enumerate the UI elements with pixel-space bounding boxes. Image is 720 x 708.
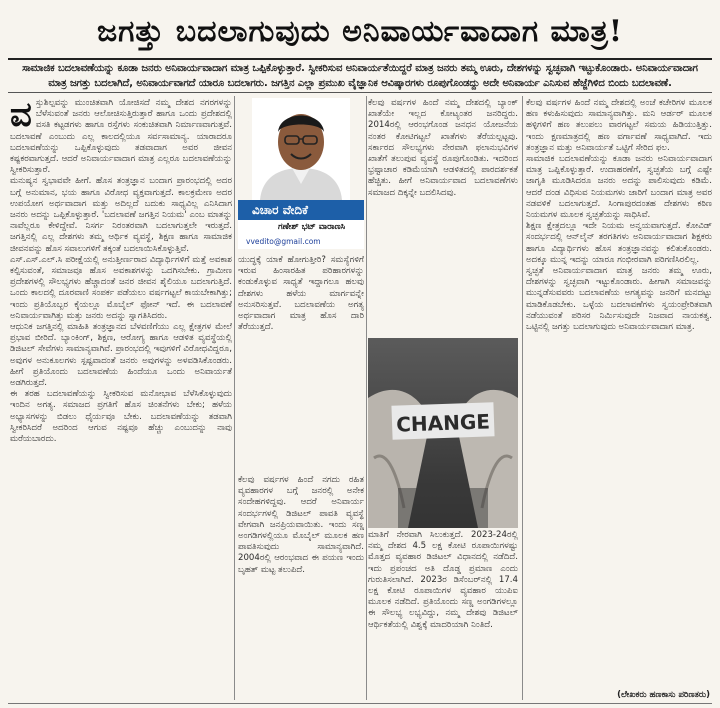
paragraph: ಸಾಮಾಜಿಕ ಬದಲಾವಣೆಯನ್ನು ಕೂಡಾ ಜನರು ಅನಿವಾರ್ಯವಾದಾಗ ಮಾತ್ರ ಒಪ್ಪಿಕೊಳ್ಳುತ್ತಾರೆ. ಉದಾಹರಣೆಗೆ, ಸ್ವಚ್ಛತೆಯ ಬಗ್ಗೆ ಎಷ್ಟೇ ಜಾಗೃತಿ ಮೂಡಿಸಿದರೂ ಜನರು ಅದನ್ನು ಪಾಲಿಸುವುದು ಕಡಿಮೆ. ಆದರೆ ದಂಡ ವಿಧಿಸುವ ನಿಯಮಗಳು ಜಾರಿಗೆ ಬಂದಾಗ ಮಾತ್ರ ಅವರ ನಡವಳಿಕೆ ಬದಲಾಗುತ್ತದೆ. ಸಿಂಗಾಪುರದಂತಹ ದೇಶಗಳು ಕಠಿಣ ನಿಯಮಗಳ ಮೂಲಕ ಸ್ವಚ್ಛತೆಯನ್ನು ಸಾಧಿಸಿವೆ. bbox=[526, 154, 712, 221]
paragraph: ಕೆಲವು ವರ್ಷಗಳ ಹಿಂದೆ ನಗದು ರಹಿತ ವ್ಯವಹಾರಗಳ ಬಗ್ಗೆ ಜನರಲ್ಲಿ ಅನೇಕ ಸಂದೇಹಗಳಿದ್ದವು. ಆದರೆ ಅನಿವಾರ್ಯ ಸಂದರ್ಭಗಳಲ್ಲಿ ಡಿಜಿಟಲ್ ಪಾವತಿ ವ್ಯವಸ್ಥೆ ವೇಗವಾಗಿ ಜನಪ್ರಿಯವಾಯಿತು. ಇಂದು ಸಣ್ಣ ಅಂಗಡಿಗಳಲ್ಲಿಯೂ ಮೊಬೈಲ್ ಮೂಲಕ ಹಣ ಪಾವತಿಸುವುದು ಸಾಮಾನ್ಯವಾಗಿದೆ. 2004ರಲ್ಲಿ ಆರಂಭವಾದ ಈ ಪಯಣ ಇಂದು ಬೃಹತ್ ಮಟ್ಟ ತಲುಪಿದೆ. bbox=[238, 475, 364, 575]
paragraph: ಎಸ್.ಎಸ್.ಎಲ್.ಸಿ ಪರೀಕ್ಷೆಯಲ್ಲಿ ಅನುತ್ತೀರ್ಣರಾದ ವಿದ್ಯಾರ್ಥಿಗಳಿಗೆ ಮತ್ತೆ ಅವಕಾಶ ಕಲ್ಪಿಸುವಂತೆ, ಸಮಾಜವೂ ಹೊಸ ಅವಕಾಶಗಳನ್ನು ಒದಗಿಸಬೇಕು. ಗ್ರಾಮೀಣ ಪ್ರದೇಶಗಳಲ್ಲಿ ಸೌಲಭ್ಯಗಳು ಹೆಚ್ಚಾದಂತೆ ಜನರ ಜೀವನ ಶೈಲಿಯೂ ಬದಲಾಗುತ್ತಿದೆ. ಒಂದು ಕಾಲದಲ್ಲಿ ದೂರವಾಣಿ ಸಂಪರ್ಕ ಪಡೆಯಲು ವರ್ಷಗಟ್ಟಲೆ ಕಾಯಬೇಕಾಗಿತ್ತು; ಇಂದು ಪ್ರತಿಯೊಬ್ಬರ ಕೈಯಲ್ಲೂ ಮೊಬೈಲ್ ಫೋನ್ ಇದೆ. ಈ ಬದಲಾವಣೆ ಅನಿವಾರ್ಯವಾಗಿತ್ತು ಮತ್ತು ಜನರು ಅದನ್ನು ಸ್ವಾಗತಿಸಿದರು. bbox=[10, 254, 232, 321]
paragraph: ಶಿಕ್ಷಣ ಕ್ಷೇತ್ರದಲ್ಲೂ ಇದೇ ನಿಯಮ ಅನ್ವಯವಾಗುತ್ತದೆ. ಕೋವಿಡ್ ಸಂದರ್ಭದಲ್ಲಿ ಆನ್‌ಲೈನ್ ತರಗತಿಗಳು ಅನಿವಾರ್ಯವಾದಾಗ ಶಿಕ್ಷಕರು ಹಾಗೂ ವಿದ್ಯಾರ್ಥಿಗಳು ಹೊಸ ತಂತ್ರಜ್ಞಾನವನ್ನು ಕಲಿತುಕೊಂಡರು. ಅದಕ್ಕೂ ಮುನ್ನ ಇದನ್ನು ಯಾರೂ ಗಂಭೀರವಾಗಿ ಪರಿಗಣಿಸಿರಲಿಲ್ಲ. bbox=[526, 221, 712, 265]
headline-rule bbox=[8, 58, 712, 60]
column-name: ವಿಚಾರ ವೇದಿಕೆ bbox=[238, 200, 364, 220]
author-note: (ಲೇಖಕರು ಹಣಕಾಸು ಪರಿಣತರು) bbox=[617, 690, 710, 700]
article-column-4 bbox=[526, 98, 712, 688]
column-divider bbox=[522, 96, 523, 700]
change-photo bbox=[368, 338, 518, 528]
paragraph: ಈ ತರಹ ಬದಲಾವಣೆಯನ್ನು ಸ್ವೀಕರಿಸುವ ಮನೋಭಾವ ಬೆಳೆಸಿಕೊಳ್ಳುವುದು ಇಂದಿನ ಅಗತ್ಯ. ಸಮಾಜದ ಪ್ರಗತಿಗೆ ಹೊಸ ಚಿಂತನೆಗಳು ಬೇಕು; ಹಳೆಯ ಅಭ್ಯಾಸಗಳನ್ನು ಬಿಡಲು ಧೈರ್ಯವೂ ಬೇಕು. ಬದಲಾವಣೆಯನ್ನು ತಡವಾಗಿ ಸ್ವೀಕರಿಸಿದರೆ ಅದರಿಂದ ಆಗುವ ನಷ್ಟವೂ ಹೆಚ್ಚು ಎಂಬುದನ್ನು ನಾವು ಮರೆಯಬಾರದು. bbox=[10, 389, 232, 445]
paragraph: ಮಾತಿಗೆ ನೇರವಾಗಿ ಸಿಲುಕುತ್ತದೆ. 2023-24ರಲ್ಲಿ ನಮ್ಮ ದೇಶದ 4.5 ಲಕ್ಷ ಕೋಟಿ ರೂಪಾಯಿಗಳಷ್ಟು ಮೊತ್ತದ ವ್ಯವಹಾರ ಡಿಜಿಟಲ್ ವಿಧಾನದಲ್ಲಿ ನಡೆದಿದೆ. ಇದು ಪ್ರಪಂಚದ ಅತಿ ದೊಡ್ಡ ಪ್ರಮಾಣ ಎಂದು ಗುರುತಿಸಲಾಗಿದೆ. 2023ರ ಡಿಸೆಂಬರ್‌ನಲ್ಲಿ 17.4 ಲಕ್ಷ ಕೋಟಿ ರೂಪಾಯಿಗಳ ವ್ಯವಹಾರ ಯುಪಿಐ ಮೂಲಕ ನಡೆದಿದೆ. ಪ್ರತಿಯೊಂದು ಸಣ್ಣ ಅಂಗಡಿಗಳಲ್ಲೂ ಈ ಸೌಲಭ್ಯ ಲಭ್ಯವಿದ್ದು, ನಮ್ಮ ದೇಶವು ಡಿಜಿಟಲ್ ಆರ್ಥಿಕತೆಯಲ್ಲಿ ವಿಶ್ವಕ್ಕೆ ಮಾದರಿಯಾಗಿ ನಿಂತಿದೆ. bbox=[368, 530, 518, 630]
deck-rule bbox=[8, 92, 712, 93]
author-portrait bbox=[252, 98, 350, 200]
bottom-rule bbox=[8, 703, 712, 704]
paragraph: ಯುದ್ಧಕ್ಕೆ ಯಾಕೆ ಹೋಗುತ್ತೀರಿ? ಸಮಸ್ಯೆಗಳಿಗೆ ಇರುವ ಹಿಂಸಾರಹಿತ ಪರಿಹಾರಗಳನ್ನು ಕಂಡುಕೊಳ್ಳುವ ಸಾಧ್ಯತೆ ಇದ್ದಾಗಲೂ ಹಲವು ದೇಶಗಳು ಹಳೆಯ ಮಾರ್ಗವನ್ನೇ ಅನುಸರಿಸುತ್ತವೆ. ಬದಲಾವಣೆಯ ಅಗತ್ಯ ಅರ್ಥವಾದಾಗ ಮಾತ್ರ ಹೊಸ ದಾರಿ ತೆರೆಯುತ್ತದೆ. bbox=[238, 255, 364, 333]
paragraph: ಕೆಲವು ವರ್ಷಗಳ ಹಿಂದೆ ನಮ್ಮ ದೇಶದಲ್ಲಿ ಬ್ಯಾಂಕ್ ಖಾತೆಯೇ ಇಲ್ಲದ ಕೋಟ್ಯಂತರ ಜನರಿದ್ದರು. 2014ರಲ್ಲಿ ಆರಂಭಗೊಂಡ ಜನಧನ ಯೋಜನೆಯ ನಂತರ ಕೋಟಿಗಟ್ಟಲೆ ಖಾತೆಗಳು ತೆರೆಯಲ್ಪಟ್ಟವು. ಸರ್ಕಾರದ ಸೌಲಭ್ಯಗಳು ನೇರವಾಗಿ ಫಲಾನುಭವಿಗಳ ಖಾತೆಗೆ ತಲುಪುವ ವ್ಯವಸ್ಥೆ ರೂಪುಗೊಂಡಿತು. ಇದರಿಂದ ಭ್ರಷ್ಟಾಚಾರ ಕಡಿಮೆಯಾಗಿ ಆಡಳಿತದಲ್ಲಿ ಪಾರದರ್ಶಕತೆ ಹೆಚ್ಚಿತು. ಹೀಗೆ ಅನಿವಾರ್ಯವಾದ ಬದಲಾವಣೆಗಳು ಸಮಾಜದ ದಿಕ್ಕನ್ನೇ ಬದಲಿಸಿದವು. bbox=[368, 98, 518, 198]
drop-cap: ವ bbox=[10, 98, 32, 135]
article-column-2-lower bbox=[238, 475, 364, 698]
author-box bbox=[238, 96, 364, 251]
photo-sign-text: CHANGE bbox=[395, 409, 491, 437]
article-column-2 bbox=[238, 255, 364, 475]
author-name: ಗಣೇಶ್ ಭಟ್ ವಾರಾಣಸಿ bbox=[238, 220, 364, 235]
article-column-3-lower bbox=[368, 530, 518, 698]
paragraph: ಕೆಲವು ವರ್ಷಗಳ ಹಿಂದೆ ನಮ್ಮ ದೇಶದಲ್ಲಿ ಅಂಚೆ ಕಚೇರಿಗಳ ಮೂಲಕ ಹಣ ಕಳುಹಿಸುವುದು ಸಾಮಾನ್ಯವಾಗಿತ್ತು. ಮನಿ ಆರ್ಡರ್ ಮೂಲಕ ಹಳ್ಳಿಗಳಿಗೆ ಹಣ ತಲುಪಲು ವಾರಗಟ್ಟಲೆ ಸಮಯ ಹಿಡಿಯುತ್ತಿತ್ತು. ಇಂದು ಕ್ಷಣಮಾತ್ರದಲ್ಲಿ ಹಣ ವರ್ಗಾವಣೆ ಸಾಧ್ಯವಾಗಿದೆ. ಇದು ತಂತ್ರಜ್ಞಾನ ಮತ್ತು ಅನಿವಾರ್ಯತೆ ಒಟ್ಟಿಗೆ ಸೇರಿದ ಫಲ. bbox=[526, 98, 712, 153]
paragraph: ಮನುಷ್ಯನ ಸ್ವಭಾವವೇ ಹೀಗೆ. ಹೊಸ ತಂತ್ರಜ್ಞಾನ ಬಂದಾಗ ಪ್ರಾರಂಭದಲ್ಲಿ ಅದರ ಬಗ್ಗೆ ಅನುಮಾನ, ಭಯ ಹಾಗೂ ವಿರೋಧ ವ್ಯಕ್ತವಾಗುತ್ತದೆ. ಕಾಲಕ್ರಮೇಣ ಅದರ ಉಪಯೋಗ ಅರ್ಥವಾದಾಗ ಮತ್ತು ಅದಿಲ್ಲದೆ ಬದುಕು ಸಾಧ್ಯವಿಲ್ಲ ಎನಿಸಿದಾಗ ಜನರು ಅದನ್ನು ಒಪ್ಪಿಕೊಳ್ಳುತ್ತಾರೆ. 'ಬದಲಾವಣೆ ಜಗತ್ತಿನ ನಿಯಮ' ಎಂಬ ಮಾತನ್ನು ನಾವೆಲ್ಲರೂ ಕೇಳಿದ್ದೇವೆ. ನಿಸರ್ಗ ನಿರಂತರವಾಗಿ ಬದಲಾಗುತ್ತಲೇ ಇರುತ್ತದೆ. ಜಗತ್ತಿನಲ್ಲಿ ಎಲ್ಲ ದೇಶಗಳು ತಮ್ಮ ಆರ್ಥಿಕ ವ್ಯವಸ್ಥೆ, ಶಿಕ್ಷಣ ಹಾಗೂ ಸಾಮಾಜಿಕ ಜೀವನವನ್ನು ಹೊಸ ಸವಾಲುಗಳಿಗೆ ತಕ್ಕಂತೆ ಬದಲಾಯಿಸಿಕೊಳ್ಳುತ್ತಿವೆ. bbox=[10, 176, 232, 254]
author-email[interactable]: vvedito@gmail.com bbox=[238, 235, 364, 249]
article-column-1 bbox=[10, 98, 232, 698]
paragraph: ಸ್ತುಶಿಲ್ಪವನ್ನು ಮುಂಚಿತವಾಗಿ ಯೋಜಿಸದೆ ನಮ್ಮ ದೇಶದ ನಗರಗಳನ್ನು ಬೆಳೆಸುವಂತೆ ಜನರು ಆಲೋಚಿಸುತ್ತಿರುತ್ತಾರೆ ಹಾಗೂ ಒಂದು ಪ್ರದೇಶದಲ್ಲಿ ವಸತಿ ಕಟ್ಟಡಗಳು ಹಾಗೂ ರಸ್ತೆಗಳು ಸಂಕುಚಿತವಾಗಿ ನಿರ್ಮಾಣವಾಗುತ್ತವೆ. ಬದಲಾವಣೆ ಎಂಬುದು ಎಲ್ಲ ಕಾಲದಲ್ಲಿಯೂ ಸರ್ವಸಾಮಾನ್ಯ. ಯಾರಾದರೂ ಬದಲಾವಣೆಯನ್ನು ಒಪ್ಪಿಕೊಳ್ಳುವುದು ತಡವಾದಾಗ ಅವರ ಜೀವನ ಕಷ್ಟಕರವಾಗುತ್ತದೆ. ಆದರೆ ಅನಿವಾರ್ಯವಾದಾಗ ಮಾತ್ರ ಎಲ್ಲರೂ ಬದಲಾವಣೆಯನ್ನು ಸ್ವೀಕರಿಸುತ್ತಾರೆ. bbox=[10, 98, 232, 176]
hands-holding-sign-icon bbox=[368, 338, 518, 528]
column-divider bbox=[366, 96, 367, 700]
article-deck: ಸಾಮಾಜಿಕ ಬದಲಾವಣೆಯನ್ನು ಕೂಡಾ ಜನರು ಅನಿವಾರ್ಯವಾದಾಗ ಮಾತ್ರ ಒಪ್ಪಿಕೊಳ್ಳುತ್ತಾರೆ. ಸ್ವೀಕರಿಸುವ ಅನಿವಾರ್ಯತೆಯಿದ್ದರೆ ಮಾತ್ರ ಜನರು ತಮ್ಮ ಊರು, ದೇಶಗಳನ್ನು ಸ್ವಚ್ಛವಾಗಿ ಇಟ್ಟುಕೊಂಡಾರು. ಅನಿವಾರ್ಯವಾದಾಗ ಮಾತ್ರ ಜಗತ್ತು ಬದಲಾಗಿದೆ, ಅನಿವಾರ್ಯವಾಗದೆ ಯಾರೂ ಬದಲಾಗರು. ಜಗತ್ತಿನ ಎಲ್ಲಾ ಪ್ರಮುಖ ವೈಜ್ಞಾನಿಕ ಆವಿಷ್ಕಾರಗಳು ರೂಪುಗೊಂಡದ್ದು ಅದೇ ಅನಿವಾರ್ಯ ಎನಿಸುವ ಹೆಜ್ಜೆಗಿಳಿದ ಬಿಂದು ಬದಲಾವಣೆ. bbox=[22, 63, 698, 89]
column-divider bbox=[234, 96, 235, 700]
paragraph: ಸ್ವಚ್ಛತೆ ಅನಿವಾರ್ಯವಾದಾಗ ಮಾತ್ರ ಜನರು ತಮ್ಮ ಊರು, ದೇಶಗಳನ್ನು ಸ್ವಚ್ಛವಾಗಿ ಇಟ್ಟುಕೊಂಡಾರು. ಹೀಗಾಗಿ ಸಮಾಜವನ್ನು ಮುನ್ನಡೆಸುವವರು ಬದಲಾವಣೆಯ ಅಗತ್ಯವನ್ನು ಜನರಿಗೆ ಮನದಟ್ಟು ಮಾಡಿಕೊಡಬೇಕು. ಒಳ್ಳೆಯ ಬದಲಾವಣೆಗಳು ಸ್ವಯಂಪ್ರೇರಿತವಾಗಿ ನಡೆಯುವಂತೆ ಪರಿಸರ ನಿರ್ಮಿಸುವುದೇ ನಿಜವಾದ ನಾಯಕತ್ವ. ಒಟ್ಟಿನಲ್ಲಿ ಜಗತ್ತು ಬದಲಾಗುವುದು ಅನಿವಾರ್ಯವಾದಾಗ ಮಾತ್ರ. bbox=[526, 266, 712, 333]
article-column-3 bbox=[368, 98, 518, 334]
author-photo-icon bbox=[252, 98, 350, 200]
headline: ಜಗತ್ತು ಬದಲಾಗುವುದು ಅನಿವಾರ್ಯವಾದಾಗ ಮಾತ್ರ! bbox=[96, 14, 624, 49]
paragraph: ಆಧುನಿಕ ಜಗತ್ತಿನಲ್ಲಿ ಮಾಹಿತಿ ತಂತ್ರಜ್ಞಾನದ ಬೆಳವಣಿಗೆಯು ಎಲ್ಲ ಕ್ಷೇತ್ರಗಳ ಮೇಲೆ ಪ್ರಭಾವ ಬೀರಿದೆ. ಬ್ಯಾಂಕಿಂಗ್, ಶಿಕ್ಷಣ, ಆರೋಗ್ಯ ಹಾಗೂ ಆಡಳಿತ ವ್ಯವಸ್ಥೆಯಲ್ಲಿ ಡಿಜಿಟಲ್ ಸೇವೆಗಳು ಸಾಮಾನ್ಯವಾಗಿವೆ. ಪ್ರಾರಂಭದಲ್ಲಿ ಇವುಗಳಿಗೆ ವಿರೋಧವಿದ್ದರೂ, ಅವುಗಳ ಅನುಕೂಲಗಳು ಸ್ಪಷ್ಟವಾದಂತೆ ಜನರು ಅವುಗಳನ್ನು ಅಳವಡಿಸಿಕೊಂಡರು. ಹೀಗೆ ಪ್ರತಿಯೊಂದು ಬದಲಾವಣೆಯ ಹಿಂದೆಯೂ ಒಂದು ಅನಿವಾರ್ಯತೆ ಅಡಗಿರುತ್ತದೆ. bbox=[10, 322, 232, 389]
